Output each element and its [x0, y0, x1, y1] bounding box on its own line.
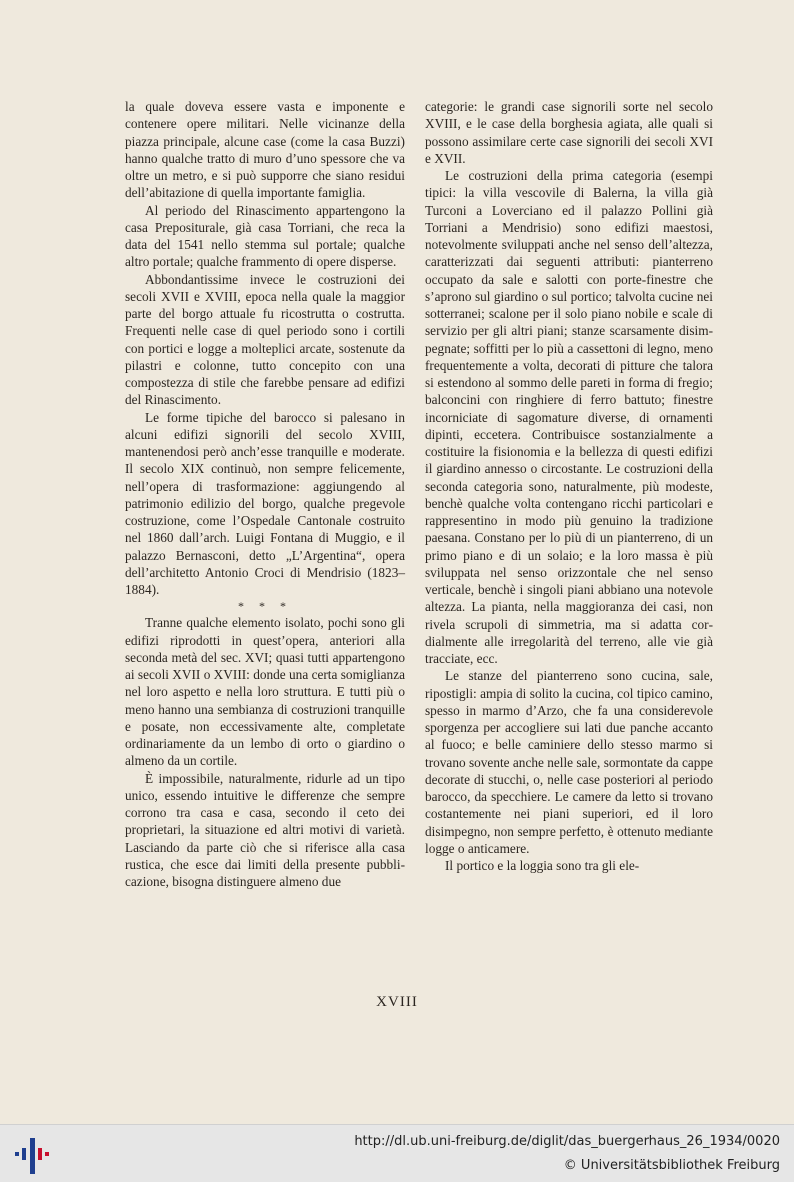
paragraph: Le stanze del pianterreno sono cucina, sale, ripostigli: ampia di solito la cucina, col tipico camino, spesso in marmo d’Arzo, che fa una considerevole sporgenza per accogliere sui lati due panche accanto al fuoco; e belle caminiere dello stesso marmo si trovano sovente anche nelle sale, sormontate da cappe decorate di stucchi, o, nelle case posteriori al periodo barocco, da specchiere. Le camere da letto si trovano costantemente nei piani superiori, ed il loro disimpegno, non sempre perfetto, è ottenuto mediante logge o anticamere. — [425, 668, 713, 856]
paragraph: categorie: le grandi case signorili sorte nel secolo XVIII, e le case della borghesia agiata, alle quali si possono assimilare certe case signorili dei secoli XVI e XVII. — [425, 99, 713, 166]
paragraph: Al periodo del Rinascimento appartengono la casa Prepositurale, già casa Torriani, che reca la data del 1541 nello stemma sul portale; qualche altro portale; qualche frammento di opere disperse. — [125, 202, 405, 270]
copyright-notice: © Universitätsbibliothek Freiburg — [563, 1158, 780, 1173]
paragraph: È impossibile, naturalmente, ridurle ad un tipo unico, essendo intuitive le differenze che sempre corrono tra casa e casa, secondo il ceto dei proprietari, la situazione ed altri motivi di varietà. Lasciando da parte ciò che si riferisce alla casa rustica, che esce dai limiti della presente pubblicazione, bisogna distinguere almeno due — [125, 770, 405, 889]
paragraph: Tranne qualche elemento isolato, pochi sono gli edifizi riprodotti in quest’opera, anteriori alla seconda metà del sec. XVI; quasi tutti appartengono ai secoli XVII o XVIII: donde una certa somiglianza nel loro aspetto e nella loro struttura. E tutti più o meno hanno una sembianza di costruzioni tranquille e posate, non eccessivamente alte, completate ordinariamente da un lembo di orto o giardino o almeno da un cortile. — [125, 615, 405, 769]
library-footer — [0, 1124, 794, 1182]
paragraph: Le costruzioni della prima categoria (esempi tipici: la villa vescovile di Balerna, la villa già Turconi a Loverciano ed il palazzo Pollini già Torriani a Mendrisio) sono edifizi maestosi, notevolmente sviluppati anche nel senso dell’altezza, caratterizzati dai seguenti attributi: pianterreno occupato da sale e salotti con porte-finestre che s’aprono sul giardino o sul portico; talvolta cucine nei sotterranei; scalone per il solo piano nobile e scale di servizio per gli altri piani; stanze scarsamente disimpegnate; soffitti per lo più a cassettoni di legno, meno frequentemente a volta, decorati di pitture che talora si estendono al sommo delle pareti in forma di fregio; balconcini con ringhiere di ferro battuto; finestre incorniciate di sagomature diverse, di ornamenti dipinti, eccetera. Contribuisce sostanzialmente a costituire la fisionomia e la bellezza di questi edifizi il giardino annesso o circostante. Le costruzioni della seconda categoria sono, naturalmente, più modeste, benchè qualche volta contengano ricchi particolari e rappresentino in modo più genuino la tradizione paesana. Constano per lo più di un pianterreno, di un primo piano e di un solaio; e la loro massa è più sviluppata nel senso orizzontale che nel senso verticale, benchè i singoli piani abbiano una notevole altezza. La pianta, nella maggioranza dei casi, non rivela scrupoli di simmetria, ma si adatta cordialmente alle irregolarità del terreno, alle vie già tracciate, ecc. — [425, 168, 713, 666]
paragraph: Le forme tipiche del barocco si palesano in alcuni edifizi signorili del secolo XVIII, mantenendosi però anch’esse tranquille e moderate. Il secolo XIX continuò, non sempre felicemente, nell’opera di trasformazione: aggiungendo al patrimonio edilizio del borgo, qualche pregevole costruzione, come l’Ospedale Cantonale costruito nel 1860 dall’arch. Luigi Fontana di Muggio, e il palazzo Bernasconi, detto „L’Argentina“, opera dell’architetto Antonio Croci di Mendrisio (1823–1884). — [125, 409, 405, 597]
library-logo-icon — [12, 1135, 52, 1175]
page-number: XVIII — [376, 994, 418, 1010]
paragraph: Abbondantissime invece le costruzioni dei secoli XVII e XVIII, epoca nella quale la maggior parte del borgo attuale fu ricostrutta o costrutta. Frequenti nelle case di quel periodo sono i cortili con portici e logge a molteplici arcate, sostenute da pilastri e colonne, tutto concepito con una compostezza di stile che farebbe pensare ad edifizi del Rinascimento. — [125, 271, 405, 408]
paragraph: la quale doveva essere vasta e imponente e contenere opere militari. Nelle vicinanze della piazza principale, alcune case (come la casa Buzzi) hanno qualche tratto di muro d’uno spessore che va oltre un metro, e si può supporre che siano residui dell’abitazione di quella importante famiglia. — [125, 99, 405, 201]
right-text-column — [425, 98, 713, 874]
left-text-column — [125, 98, 405, 890]
section-divider-stars: * * * — [238, 599, 292, 614]
permalink-url[interactable]: http://dl.ub.uni-freiburg.de/diglit/das_buergerhaus_26_1934/0020 — [354, 1134, 780, 1149]
paragraph: Il portico e la loggia sono tra gli ele- — [445, 858, 640, 873]
